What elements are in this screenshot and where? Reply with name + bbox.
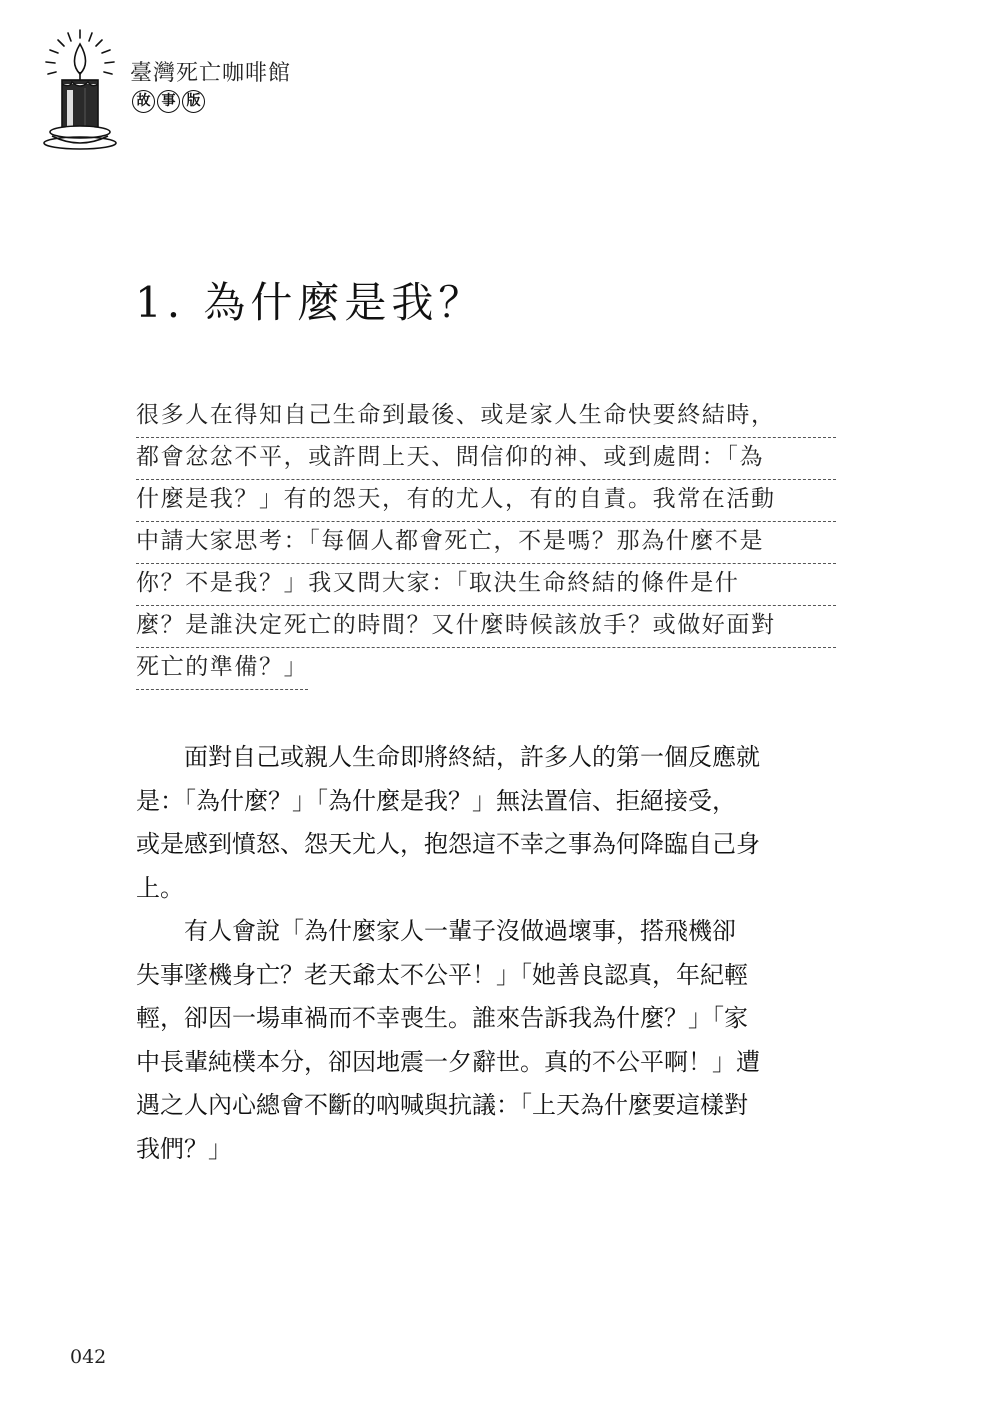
body-line: 輕，卻因一場車禍而不幸喪生。誰來告訴我為什麼？」「家 <box>136 1004 748 1032</box>
intro-line: 很多人在得知自己生命到最後、或是家人生命快要終結時， <box>136 396 836 438</box>
body-text <box>136 736 836 1171</box>
intro-line: 什麼是我？」有的怨天，有的尤人，有的自責。我常在活動 <box>136 480 836 522</box>
intro-line: 死亡的準備？」 <box>136 648 308 690</box>
candle-logo-icon <box>40 28 120 158</box>
body-line: 失事墜機身亡？老天爺太不公平！」「她善良認真，年紀輕 <box>136 960 748 989</box>
body-line: 或是感到憤怒、怨天尤人，抱怨這不幸之事為何降臨自己身 <box>136 830 760 858</box>
body-line: 我們？」 <box>136 1134 232 1163</box>
edition-char: 版 <box>182 90 205 113</box>
page-number: 042 <box>70 1346 107 1368</box>
edition-char: 故 <box>132 90 155 113</box>
chapter-title: 1. 為什麼是我？ <box>135 278 486 327</box>
intro-line: 中請大家思考：「每個人都會死亡，不是嗎？那為什麼不是 <box>136 522 836 564</box>
paragraph <box>136 736 836 910</box>
edition-char: 事 <box>157 90 180 113</box>
series-title: 臺灣死亡咖啡館 <box>130 61 292 86</box>
body-line: 上。 <box>136 873 184 902</box>
body-line: 面對自己或親人生命即將終結，許多人的第一個反應就 <box>136 743 760 771</box>
intro-line: 都會忿忿不平，或許問上天、問信仰的神、或到處問：「為 <box>136 438 836 480</box>
paragraph <box>136 910 836 1171</box>
body-line: 有人會說「為什麼家人一輩子沒做過壞事，搭飛機卻 <box>136 917 736 945</box>
edition-badge <box>132 90 205 113</box>
body-line: 中長輩純樸本分，卻因地震一夕辭世。真的不公平啊！」遭 <box>136 1047 760 1076</box>
intro-line: 麼？是誰決定死亡的時間？又什麼時候該放手？或做好面對 <box>136 606 836 648</box>
intro-block <box>136 396 836 690</box>
intro-line: 你？不是我？」我又問大家：「取決生命終結的條件是什 <box>136 564 836 606</box>
body-line: 遇之人內心總會不斷的吶喊與抗議：「上天為什麼要這樣對 <box>136 1091 748 1119</box>
body-line: 是：「為什麼？」「為什麼是我？」無法置信、拒絕接受， <box>136 786 736 815</box>
